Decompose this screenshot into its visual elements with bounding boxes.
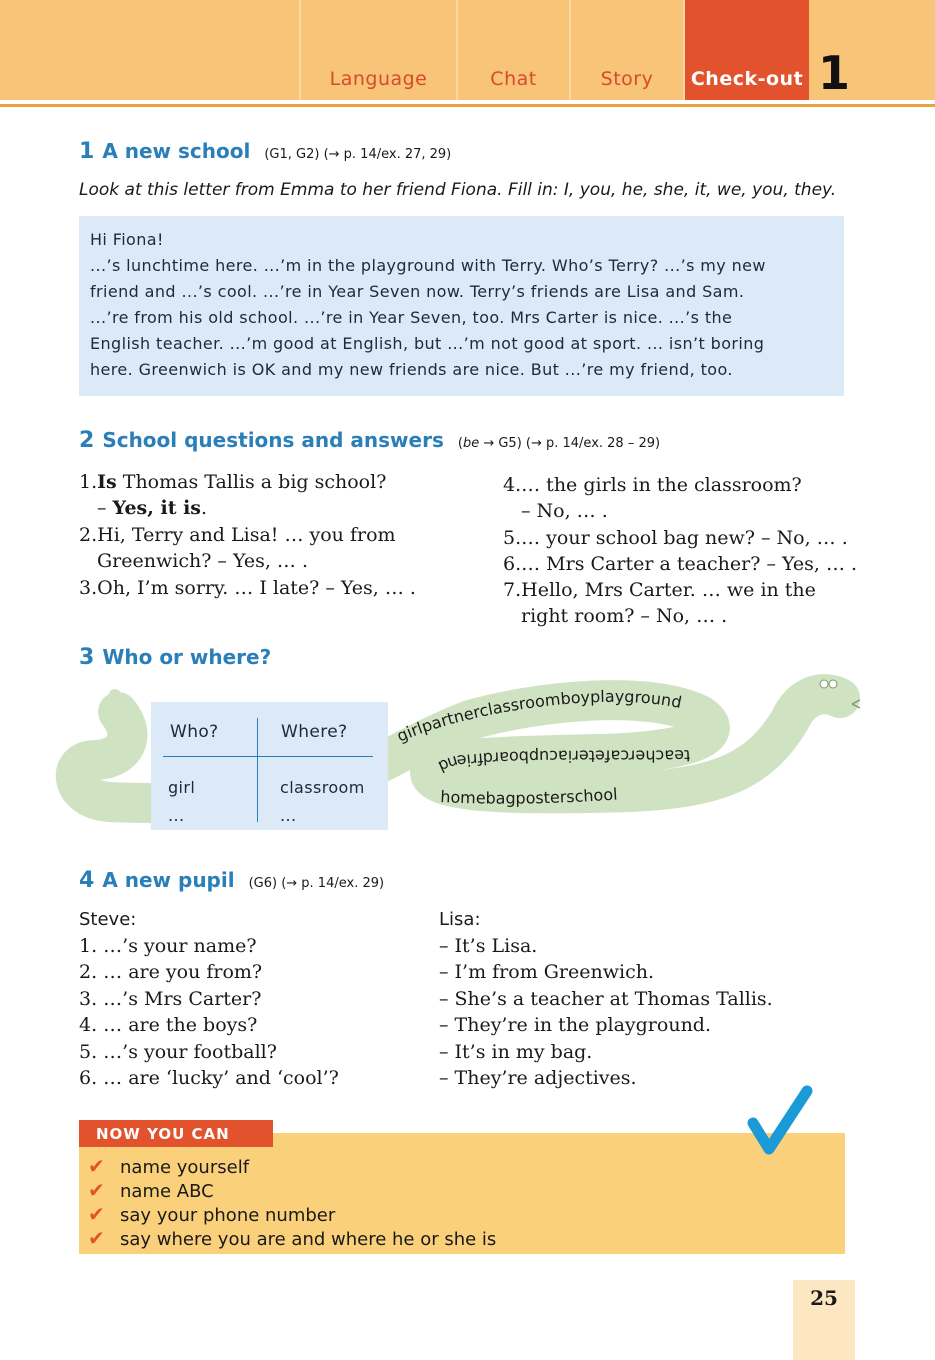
- lisa-line: – It’s in my bag.: [439, 1041, 593, 1063]
- ex1-heading: [79, 139, 451, 164]
- now-you-can-label: NOW YOU CAN: [79, 1120, 273, 1147]
- tab-label: Check-out: [690, 68, 804, 90]
- table-header-who: Who?: [170, 722, 219, 742]
- question-4: [503, 474, 802, 496]
- question-5: [503, 527, 848, 549]
- lisa-label: Lisa:: [439, 909, 481, 930]
- ex4-number: 4: [79, 868, 95, 893]
- check-icon: ✔: [88, 1226, 105, 1250]
- question-number: 1.: [79, 471, 98, 493]
- lisa-line: – I’m from Greenwich.: [439, 961, 654, 983]
- tab-label: Chat: [490, 68, 537, 90]
- lisa-line: – She’s a teacher at Thomas Tallis.: [439, 988, 773, 1010]
- tab-chat[interactable]: [456, 0, 569, 100]
- ex2-heading: [79, 428, 660, 453]
- snake-tail: [113, 695, 118, 712]
- steve-line: 5. …’s your football?: [79, 1041, 277, 1063]
- header-divider: [0, 104, 935, 107]
- steve-line: 2. … are you from?: [79, 961, 263, 983]
- ex2-reference: (be → G5) (→ p. 14/ex. 28 – 29): [457, 436, 661, 451]
- snake-eye: [829, 680, 837, 688]
- ex3-number: 3: [79, 645, 95, 670]
- question-text: Thomas Tallis a big school?: [116, 471, 387, 493]
- snake-eye: [820, 680, 828, 688]
- steve-label: Steve:: [79, 909, 137, 930]
- big-check-stroke: [753, 1091, 807, 1149]
- page-number: 25: [810, 1286, 838, 1310]
- big-check-icon: [745, 1085, 815, 1160]
- question-text: … Mrs Carter a teacher? – Yes, … .: [521, 553, 858, 575]
- table-cell-where: classroom: [280, 778, 365, 797]
- table-cell-who: girl: [168, 778, 196, 797]
- ex2-title: School questions and answers: [102, 428, 444, 452]
- question-3: [79, 577, 416, 599]
- now-you-can-item: [88, 1154, 249, 1178]
- now-you-can-text: name ABC: [120, 1181, 214, 1202]
- tab-language[interactable]: [299, 0, 456, 100]
- ex1-number: 1: [79, 139, 95, 164]
- question-number: 7.: [503, 579, 522, 601]
- question-7-line2: right room? – No, … .: [521, 605, 728, 627]
- check-icon: ✔: [88, 1154, 105, 1178]
- who-where-table: [151, 702, 388, 830]
- question-text: … the girls in the classroom?: [521, 474, 802, 496]
- table-divider-vertical: [257, 718, 258, 822]
- letter-box: [79, 216, 844, 396]
- question-bold-word: Is: [97, 471, 117, 493]
- letter-line: ...’s lunchtime here. ...’m in the playground with Terry. Who’s Terry? ...’s my new: [90, 256, 766, 275]
- unit-number: 1: [818, 46, 851, 100]
- ex4-reference: (G6) (→ p. 14/ex. 29): [248, 876, 385, 891]
- answer-dash: –: [97, 497, 113, 519]
- question-text: … your school bag new? – No, … .: [521, 527, 848, 549]
- question-7: [503, 579, 816, 601]
- ex1-title: A new school: [102, 139, 251, 163]
- ex2-reference-rest: → G5) (→ p. 14/ex. 28 – 29): [483, 436, 661, 451]
- snake-text-mid: teachercafeteriacupboardfriend: [435, 746, 691, 777]
- lisa-line: – It’s Lisa.: [439, 935, 538, 957]
- steve-line: 3. …’s Mrs Carter?: [79, 988, 262, 1010]
- question-number: 5.: [503, 527, 522, 549]
- lisa-line: – They’re adjectives.: [439, 1067, 637, 1089]
- letter-line: English teacher. ...’m good at English, but ...’m not good at sport. ... isn’t boring: [90, 334, 765, 353]
- question-2: [79, 524, 396, 546]
- now-you-can-text: say where you are and where he or she is: [120, 1229, 497, 1250]
- ex3-title: Who or where?: [102, 645, 272, 669]
- question-number: 2.: [79, 524, 98, 546]
- now-you-can-text: name yourself: [120, 1157, 250, 1178]
- steve-line: 6. … are ‘lucky’ and ‘cool’?: [79, 1067, 339, 1089]
- snake-text-bottom: homebagposterschool: [439, 784, 619, 808]
- ex2-number: 2: [79, 428, 95, 453]
- answer-end: .: [201, 497, 208, 519]
- now-you-can-item: [88, 1202, 335, 1226]
- question-6: [503, 553, 857, 575]
- now-you-can-text: say your phone number: [120, 1205, 336, 1226]
- question-4-line2: – No, … .: [521, 500, 608, 522]
- check-icon: ✔: [88, 1178, 105, 1202]
- table-cell-where: ...: [280, 806, 297, 825]
- letter-line: friend and ...’s cool. ...’re in Year Seven now. Terry’s friends are Lisa and Sam.: [90, 282, 745, 301]
- question-text: Oh, I’m sorry. … I late? – Yes, … .: [97, 577, 416, 599]
- tab-story[interactable]: [569, 0, 683, 100]
- ex4-title: A new pupil: [102, 868, 235, 892]
- question-number: 6.: [503, 553, 522, 575]
- now-you-can-item: [88, 1226, 496, 1250]
- letter-line: ...’re from his old school. ...’re in Year Seven, too. Mrs Carter is nice. ...’s the: [90, 308, 733, 327]
- tab-label: Language: [329, 68, 428, 90]
- snake-text-top: girlpartnerclassroomboyplayground: [393, 686, 684, 746]
- steve-line: 4. … are the boys?: [79, 1014, 258, 1036]
- tab-label: Story: [600, 68, 654, 90]
- now-you-can-item: [88, 1178, 214, 1202]
- question-number: 3.: [79, 577, 98, 599]
- check-icon: ✔: [88, 1202, 105, 1226]
- snake-illustration: [0, 660, 935, 850]
- table-cell-who: ...: [168, 806, 185, 825]
- table-divider-horizontal: [163, 756, 373, 757]
- letter-line: Hi Fiona!: [90, 230, 164, 249]
- ex4-heading: [79, 868, 384, 893]
- question-number: 4.: [503, 474, 522, 496]
- steve-line: 1. …’s your name?: [79, 935, 257, 957]
- question-2-line2: Greenwich? – Yes, … .: [97, 550, 309, 572]
- lisa-line: – They’re in the playground.: [439, 1014, 712, 1036]
- tab-check-out[interactable]: [683, 0, 809, 100]
- question-1: [79, 471, 386, 493]
- letter-line: here. Greenwich is OK and my new friends are nice. But ...’re my friend, too.: [90, 360, 733, 379]
- answer-bold: Yes, it is: [112, 497, 201, 519]
- answer-1: [97, 497, 207, 519]
- question-text: Hello, Mrs Carter. … we in the: [521, 579, 816, 601]
- question-text: Hi, Terry and Lisa! … you from: [97, 524, 396, 546]
- ex1-instruction: Look at this letter from Emma to her friend Fiona. Fill in: I, you, he, she, it, we, you, they.: [79, 180, 837, 200]
- table-header-where: Where?: [281, 722, 348, 742]
- ex2-reference-be: be: [462, 436, 480, 451]
- ex1-reference: (G1, G2) (→ p. 14/ex. 27, 29): [264, 147, 452, 162]
